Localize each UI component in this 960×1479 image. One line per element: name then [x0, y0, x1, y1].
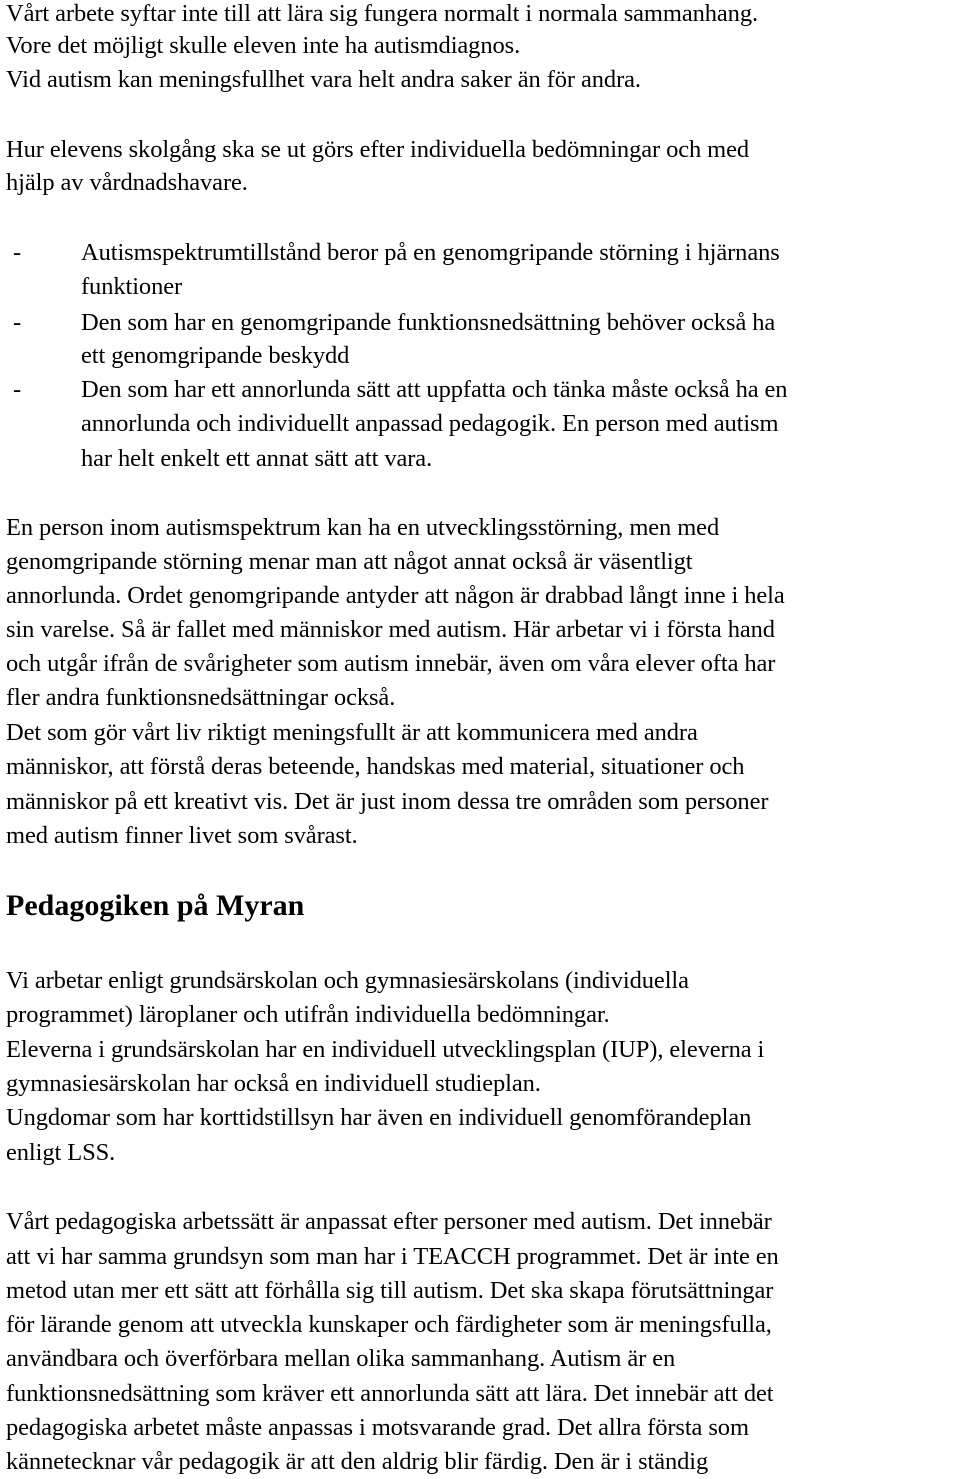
spectrum-paragraph-line: och utgår ifrån de svårigheter som autism innebär, även om våra elever ofta har: [6, 650, 776, 677]
bullet-marker: -: [13, 239, 22, 266]
method-paragraph-line: pedagogiska arbetet måste anpassas i motsvarande grad. Det allra första som: [6, 1414, 749, 1441]
curriculum-paragraph-line: gymnasiesärskolan har också en individuell studieplan.: [6, 1070, 541, 1097]
spectrum-paragraph-line: annorlunda. Ordet genomgripande antyder att någon är drabbad långt inne i hela: [6, 582, 785, 609]
curriculum-paragraph-line: enligt LSS.: [6, 1139, 116, 1166]
curriculum-paragraph-line: Eleverna i grundsärskolan har en individuell utvecklingsplan (IUP), eleverna i: [6, 1036, 765, 1063]
school-paragraph-line: Hur elevens skolgång ska se ut görs efter individuella bedömningar och med: [6, 136, 750, 163]
curriculum-paragraph-line: programmet) läroplaner och utifrån individuella bedömningar.: [6, 1001, 610, 1028]
method-paragraph-line: att vi har samma grundsyn som man har i TEACCH programmet. Det är inte en: [6, 1243, 779, 1270]
method-paragraph-line: funktionsnedsättning som kräver ett annorlunda sätt att lära. Det innebär att det: [6, 1380, 774, 1407]
method-paragraph-line: användbara och överförbara mellan olika sammanhang. Autism är en: [6, 1345, 676, 1372]
method-paragraph-line: metod utan mer ett sätt att förhålla sig till autism. Det ska skapa förutsättningar: [6, 1277, 774, 1304]
spectrum-paragraph-line: fler andra funktionsnedsättningar också.: [6, 684, 396, 711]
bullet-line: ett genomgripande beskydd: [81, 342, 350, 369]
spectrum-paragraph-line: med autism finner livet som svårast.: [6, 822, 358, 849]
bullet-marker: -: [13, 376, 22, 403]
bullet-line: Den som har en genomgripande funktionsnedsättning behöver också ha: [81, 309, 776, 336]
spectrum-paragraph-line: Det som gör vårt liv riktigt meningsfullt är att kommunicera med andra: [6, 719, 698, 746]
bullet-line: annorlunda och individuellt anpassad pedagogik. En person med autism: [81, 410, 779, 437]
spectrum-paragraph-line: människor, att förstå deras beteende, handskas med material, situationer och: [6, 753, 745, 780]
spectrum-paragraph-line: människor på ett kreativt vis. Det är just inom dessa tre områden som personer: [6, 788, 769, 815]
intro-line: Vårt arbete syftar inte till att lära sig fungera normalt i normala sammanhang.: [6, 0, 759, 27]
curriculum-paragraph-line: Ungdomar som har korttidstillsyn har även en individuell genomförandeplan: [6, 1104, 752, 1131]
intro-line: Vore det möjligt skulle eleven inte ha autismdiagnos.: [6, 32, 521, 59]
spectrum-paragraph-line: genomgripande störning menar man att något annat också är väsentligt: [6, 548, 693, 575]
intro-line: Vid autism kan meningsfullhet vara helt andra saker än för andra.: [6, 66, 641, 93]
bullet-marker: -: [13, 309, 22, 336]
spectrum-paragraph-line: sin varelse. Så är fallet med människor med autism. Här arbetar vi i första hand: [6, 616, 775, 643]
section-heading: Pedagogiken på Myran: [6, 889, 305, 922]
school-paragraph-line: hjälp av vårdnadshavare.: [6, 169, 248, 196]
bullet-line: har helt enkelt ett annat sätt att vara.: [81, 445, 433, 472]
bullet-line: Autismspektrumtillstånd beror på en genomgripande störning i hjärnans: [81, 239, 780, 266]
bullet-line: funktioner: [81, 273, 183, 300]
method-paragraph-line: för lärande genom att utveckla kunskaper och färdigheter som är meningsfulla,: [6, 1311, 772, 1338]
method-paragraph-line: kännetecknar vår pedagogik är att den aldrig blir färdig. Den är i ständig: [6, 1448, 709, 1475]
spectrum-paragraph-line: En person inom autismspektrum kan ha en utvecklingsstörning, men med: [6, 514, 720, 541]
bullet-line: Den som har ett annorlunda sätt att uppfatta och tänka måste också ha en: [81, 376, 788, 403]
method-paragraph-line: Vårt pedagogiska arbetssätt är anpassat efter personer med autism. Det innebär: [6, 1208, 772, 1235]
curriculum-paragraph-line: Vi arbetar enligt grundsärskolan och gymnasiesärskolans (individuella: [6, 967, 689, 994]
